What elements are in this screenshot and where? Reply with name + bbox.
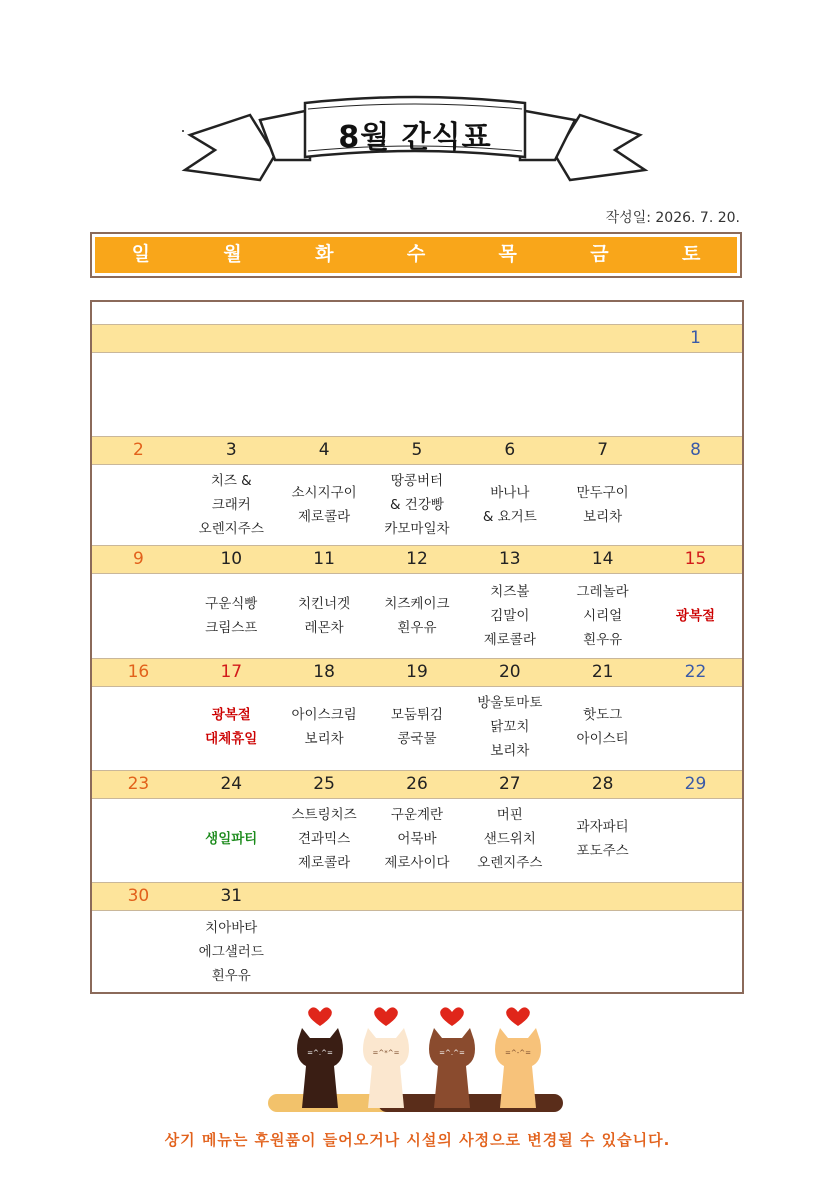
menu-item: 치즈볼	[490, 584, 530, 600]
notice-text: 상기 메뉴는 후원품이 들어오거나 시설의 사정으로 변경될 수 있습니다.	[164, 1131, 671, 1149]
day-number: 10	[220, 549, 243, 569]
menu-item: 모둠튀김	[390, 707, 444, 723]
menu-item: 카모마일차	[384, 521, 450, 537]
menu-item: 치즈 &	[210, 473, 252, 489]
day-number: 5	[411, 440, 423, 460]
day-number: 21	[591, 662, 614, 682]
day-number: 17	[220, 662, 243, 682]
menu-item: 치아바타	[205, 919, 258, 936]
menu-item: 치킨너겟	[298, 596, 351, 612]
menu-cell	[92, 352, 185, 437]
day-number	[556, 325, 649, 352]
day-number: 13	[498, 549, 521, 569]
menu-item: 그레놀라	[576, 584, 629, 600]
cat-icon	[495, 1028, 541, 1108]
day-number: 14	[591, 549, 614, 569]
menu-item: 김말이	[490, 608, 530, 624]
menu-item: 크림스프	[205, 620, 258, 636]
menu-cell	[649, 464, 742, 546]
menu-cell	[556, 686, 649, 768]
menu-item: 구운계란	[390, 807, 444, 823]
weekday-sat: 토	[681, 243, 701, 265]
day-number: 1	[690, 328, 701, 348]
menu-item: 흰우유	[211, 967, 251, 984]
menu-item: 광복절	[675, 608, 716, 624]
written-date: 작성일: 2026. 7. 20.	[605, 210, 740, 226]
day-number: 28	[591, 774, 614, 794]
menu-cell	[185, 573, 278, 659]
menu-cell	[185, 464, 278, 546]
day-number	[92, 325, 185, 352]
date-row	[92, 545, 742, 574]
menu-cell	[185, 910, 278, 993]
menu-cell	[371, 686, 464, 768]
cat-icon	[297, 1028, 343, 1108]
menu-row	[92, 910, 742, 993]
day-number: 18	[313, 662, 335, 682]
menu-cell	[371, 910, 464, 993]
menu-cell	[556, 573, 649, 659]
day-number: 31	[220, 886, 243, 906]
menu-item: 크래커	[211, 497, 251, 513]
day-number	[649, 883, 742, 910]
menu-item: 오렌지주스	[477, 855, 543, 871]
menu-cell	[278, 573, 371, 659]
menu-item: 방울토마토	[477, 695, 543, 711]
menu-cell	[649, 352, 742, 437]
day-number: 16	[127, 662, 150, 682]
day-number: 22	[684, 662, 707, 682]
day-number: 6	[504, 440, 516, 460]
menu-item: 레몬차	[304, 620, 344, 636]
menu-cell	[278, 352, 371, 437]
menu-item: 아이스티	[576, 731, 629, 747]
day-number	[463, 883, 556, 910]
menu-item: 에그샐러드	[198, 943, 264, 960]
menu-item: 보리차	[490, 743, 530, 759]
menu-item: 스트링치즈	[291, 807, 357, 823]
day-number: 27	[498, 774, 521, 794]
menu-row	[92, 464, 742, 546]
menu-item: 만두구이	[576, 485, 629, 501]
weekday-mon: 월	[223, 243, 242, 265]
menu-row	[92, 352, 742, 437]
calendar-grid	[90, 300, 744, 994]
menu-cell	[278, 910, 371, 993]
menu-item: 아이스크림	[291, 707, 357, 723]
menu-item: 보리차	[304, 731, 344, 747]
menu-item: 견과믹스	[298, 831, 351, 847]
menu-cell	[185, 686, 278, 768]
menu-cell	[185, 798, 278, 880]
day-number: 11	[313, 549, 335, 569]
menu-item: 광복절	[211, 707, 251, 723]
day-number: 8	[690, 440, 701, 460]
svg-text:=^.^=: =^.^=	[439, 1049, 465, 1057]
heart-icon	[308, 1007, 332, 1026]
menu-item: 제로콜라	[483, 632, 536, 648]
weekday-fri: 금	[590, 243, 609, 265]
day-number: 20	[498, 662, 521, 682]
menu-item: 머핀	[496, 807, 523, 823]
day-number: 7	[597, 440, 609, 460]
menu-item: & 요거트	[482, 509, 537, 525]
menu-cell	[185, 352, 278, 437]
day-number	[371, 325, 464, 352]
date-row	[92, 436, 742, 465]
menu-item: 시리얼	[583, 608, 623, 624]
menu-row	[92, 573, 742, 659]
date-row	[92, 658, 742, 687]
menu-row	[92, 798, 742, 880]
day-number	[185, 325, 278, 352]
menu-cell	[649, 686, 742, 768]
day-number: 25	[313, 774, 335, 794]
menu-cell	[463, 686, 556, 768]
cat-icon	[363, 1028, 409, 1108]
menu-item: 제로사이다	[384, 855, 450, 871]
svg-text:=^-^=: =^-^=	[505, 1049, 531, 1057]
menu-item: & 건강빵	[389, 497, 444, 513]
menu-cell	[463, 464, 556, 546]
menu-item: 제로콜라	[298, 509, 351, 525]
menu-item: 포도주스	[576, 843, 629, 859]
menu-cell	[556, 352, 649, 437]
menu-cell	[92, 798, 185, 880]
menu-cell	[649, 573, 742, 659]
menu-cell	[371, 573, 464, 659]
svg-text:=^*^=: =^*^=	[372, 1049, 400, 1057]
menu-cell	[463, 573, 556, 659]
day-number	[278, 883, 371, 910]
day-number: 29	[684, 774, 707, 794]
day-number: 24	[220, 774, 243, 794]
page-title: 8월 간식표	[338, 120, 492, 155]
weekday-tue: 화	[315, 243, 334, 265]
menu-item: 땅콩버터	[390, 473, 444, 489]
menu-cell	[556, 798, 649, 880]
menu-item: 치즈케이크	[384, 596, 450, 612]
day-number: 9	[133, 549, 144, 569]
day-number	[463, 325, 556, 352]
day-number	[278, 325, 371, 352]
menu-item: 제로콜라	[298, 855, 351, 871]
day-number: 23	[127, 774, 150, 794]
menu-cell	[278, 686, 371, 768]
weekday-header	[90, 232, 742, 278]
day-number: 30	[127, 886, 150, 906]
day-number: 19	[406, 662, 428, 682]
cat-icon	[429, 1028, 475, 1108]
menu-item: 닭꼬치	[490, 719, 530, 735]
menu-cell	[463, 798, 556, 880]
weekday-wed: 수	[406, 243, 426, 265]
menu-item: 핫도그	[583, 707, 623, 723]
day-number: 15	[684, 549, 707, 569]
weekday-sun: 일	[131, 243, 151, 265]
menu-item: 오렌지주스	[198, 521, 264, 537]
menu-item: 콩국물	[397, 731, 437, 747]
date-row	[92, 882, 742, 911]
menu-cell	[92, 573, 185, 659]
day-number	[556, 883, 649, 910]
day-number	[371, 883, 464, 910]
menu-item: 어묵바	[397, 831, 437, 847]
menu-cell	[463, 352, 556, 437]
menu-item: 바나나	[490, 485, 530, 501]
menu-item: 흰우유	[583, 632, 623, 648]
menu-item: 흰우유	[397, 620, 437, 636]
svg-text:=^.^=: =^.^=	[307, 1049, 333, 1057]
menu-cell	[371, 352, 464, 437]
weekday-thu: 목	[498, 243, 517, 265]
menu-cell	[278, 464, 371, 546]
heart-icon	[374, 1007, 398, 1026]
menu-cell	[371, 464, 464, 546]
menu-item: 보리차	[583, 509, 623, 525]
day-number: 12	[406, 549, 428, 569]
day-number: 4	[318, 440, 330, 460]
date-row	[92, 770, 742, 799]
menu-cell	[92, 910, 185, 993]
heart-icon	[506, 1007, 530, 1026]
menu-cell	[92, 686, 185, 768]
menu-item: 과자파티	[576, 819, 629, 835]
menu-cell	[556, 910, 649, 993]
menu-item: 대체휴일	[205, 731, 258, 747]
menu-cell	[371, 798, 464, 880]
day-number: 26	[406, 774, 428, 794]
menu-cell	[649, 798, 742, 880]
menu-cell	[556, 464, 649, 546]
menu-row	[92, 686, 742, 768]
menu-cell	[463, 910, 556, 993]
date-row	[92, 324, 742, 353]
cats-illustration	[268, 1000, 568, 1120]
menu-item: 구운식빵	[205, 596, 258, 612]
day-number: 2	[133, 440, 144, 460]
day-number: 3	[225, 440, 237, 460]
heart-icon	[440, 1007, 464, 1026]
menu-cell	[649, 910, 742, 993]
menu-cell	[92, 464, 185, 546]
menu-item: 소시지구이	[291, 485, 357, 501]
menu-cell	[278, 798, 371, 880]
menu-item: 샌드위치	[483, 831, 536, 847]
menu-item: 생일파티	[205, 831, 258, 847]
